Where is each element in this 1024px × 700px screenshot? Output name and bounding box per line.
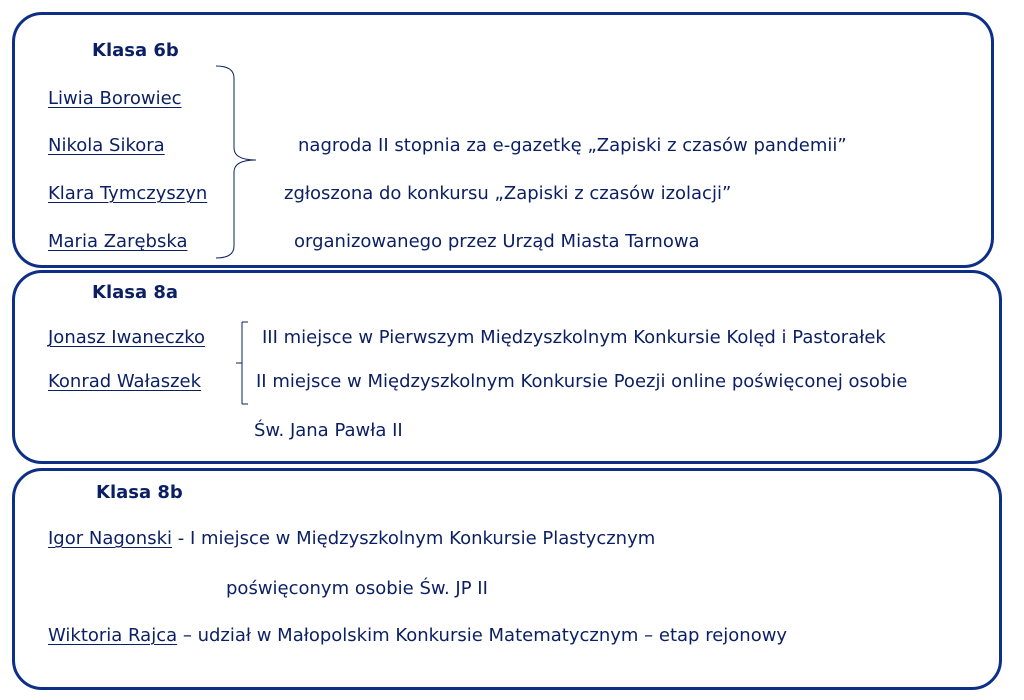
award-text: – udział w Małopolskim Konkursie Matematycznym – etap rejonowy <box>177 625 788 646</box>
award-entry <box>48 528 655 550</box>
award-text: - I miejsce w Międzyszkolnym Konkursie Plastycznym <box>172 528 656 549</box>
grouping-brace <box>214 64 264 260</box>
student-name: Maria Zarębska <box>48 231 188 252</box>
student-name: Nikola Sikora <box>48 135 165 156</box>
award-text: poświęconym osobie Św. JP II <box>226 578 488 599</box>
section-title: Klasa 8a <box>92 282 179 303</box>
student-name: Konrad Wałaszek <box>48 371 202 392</box>
award-text: zgłoszona do konkursu „Zapiski z czasów izolacji” <box>284 183 732 204</box>
award-text: III miejsce w Pierwszym Międzyszkolnym Konkursie Kolęd i Pastorałek <box>262 327 886 348</box>
award-entry <box>48 625 787 647</box>
grouping-brace <box>228 320 252 406</box>
student-name: Wiktoria Rajca <box>48 625 178 646</box>
student-name: Jonasz Iwaneczko <box>48 327 205 348</box>
section-title: Klasa 8b <box>96 482 183 503</box>
award-text: nagroda II stopnia za e-gazetkę „Zapiski z czasów pandemii” <box>298 135 847 156</box>
section-title: Klasa 6b <box>92 40 179 61</box>
student-name: Liwia Borowiec <box>48 88 182 109</box>
student-name: Klara Tymczyszyn <box>48 183 208 204</box>
award-text: organizowanego przez Urząd Miasta Tarnowa <box>294 231 700 252</box>
award-text: II miejsce w Międzyszkolnym Konkursie Poezji online poświęconej osobie <box>256 371 908 392</box>
award-text: Św. Jana Pawła II <box>254 420 403 441</box>
student-name: Igor Nagonski <box>48 528 173 549</box>
